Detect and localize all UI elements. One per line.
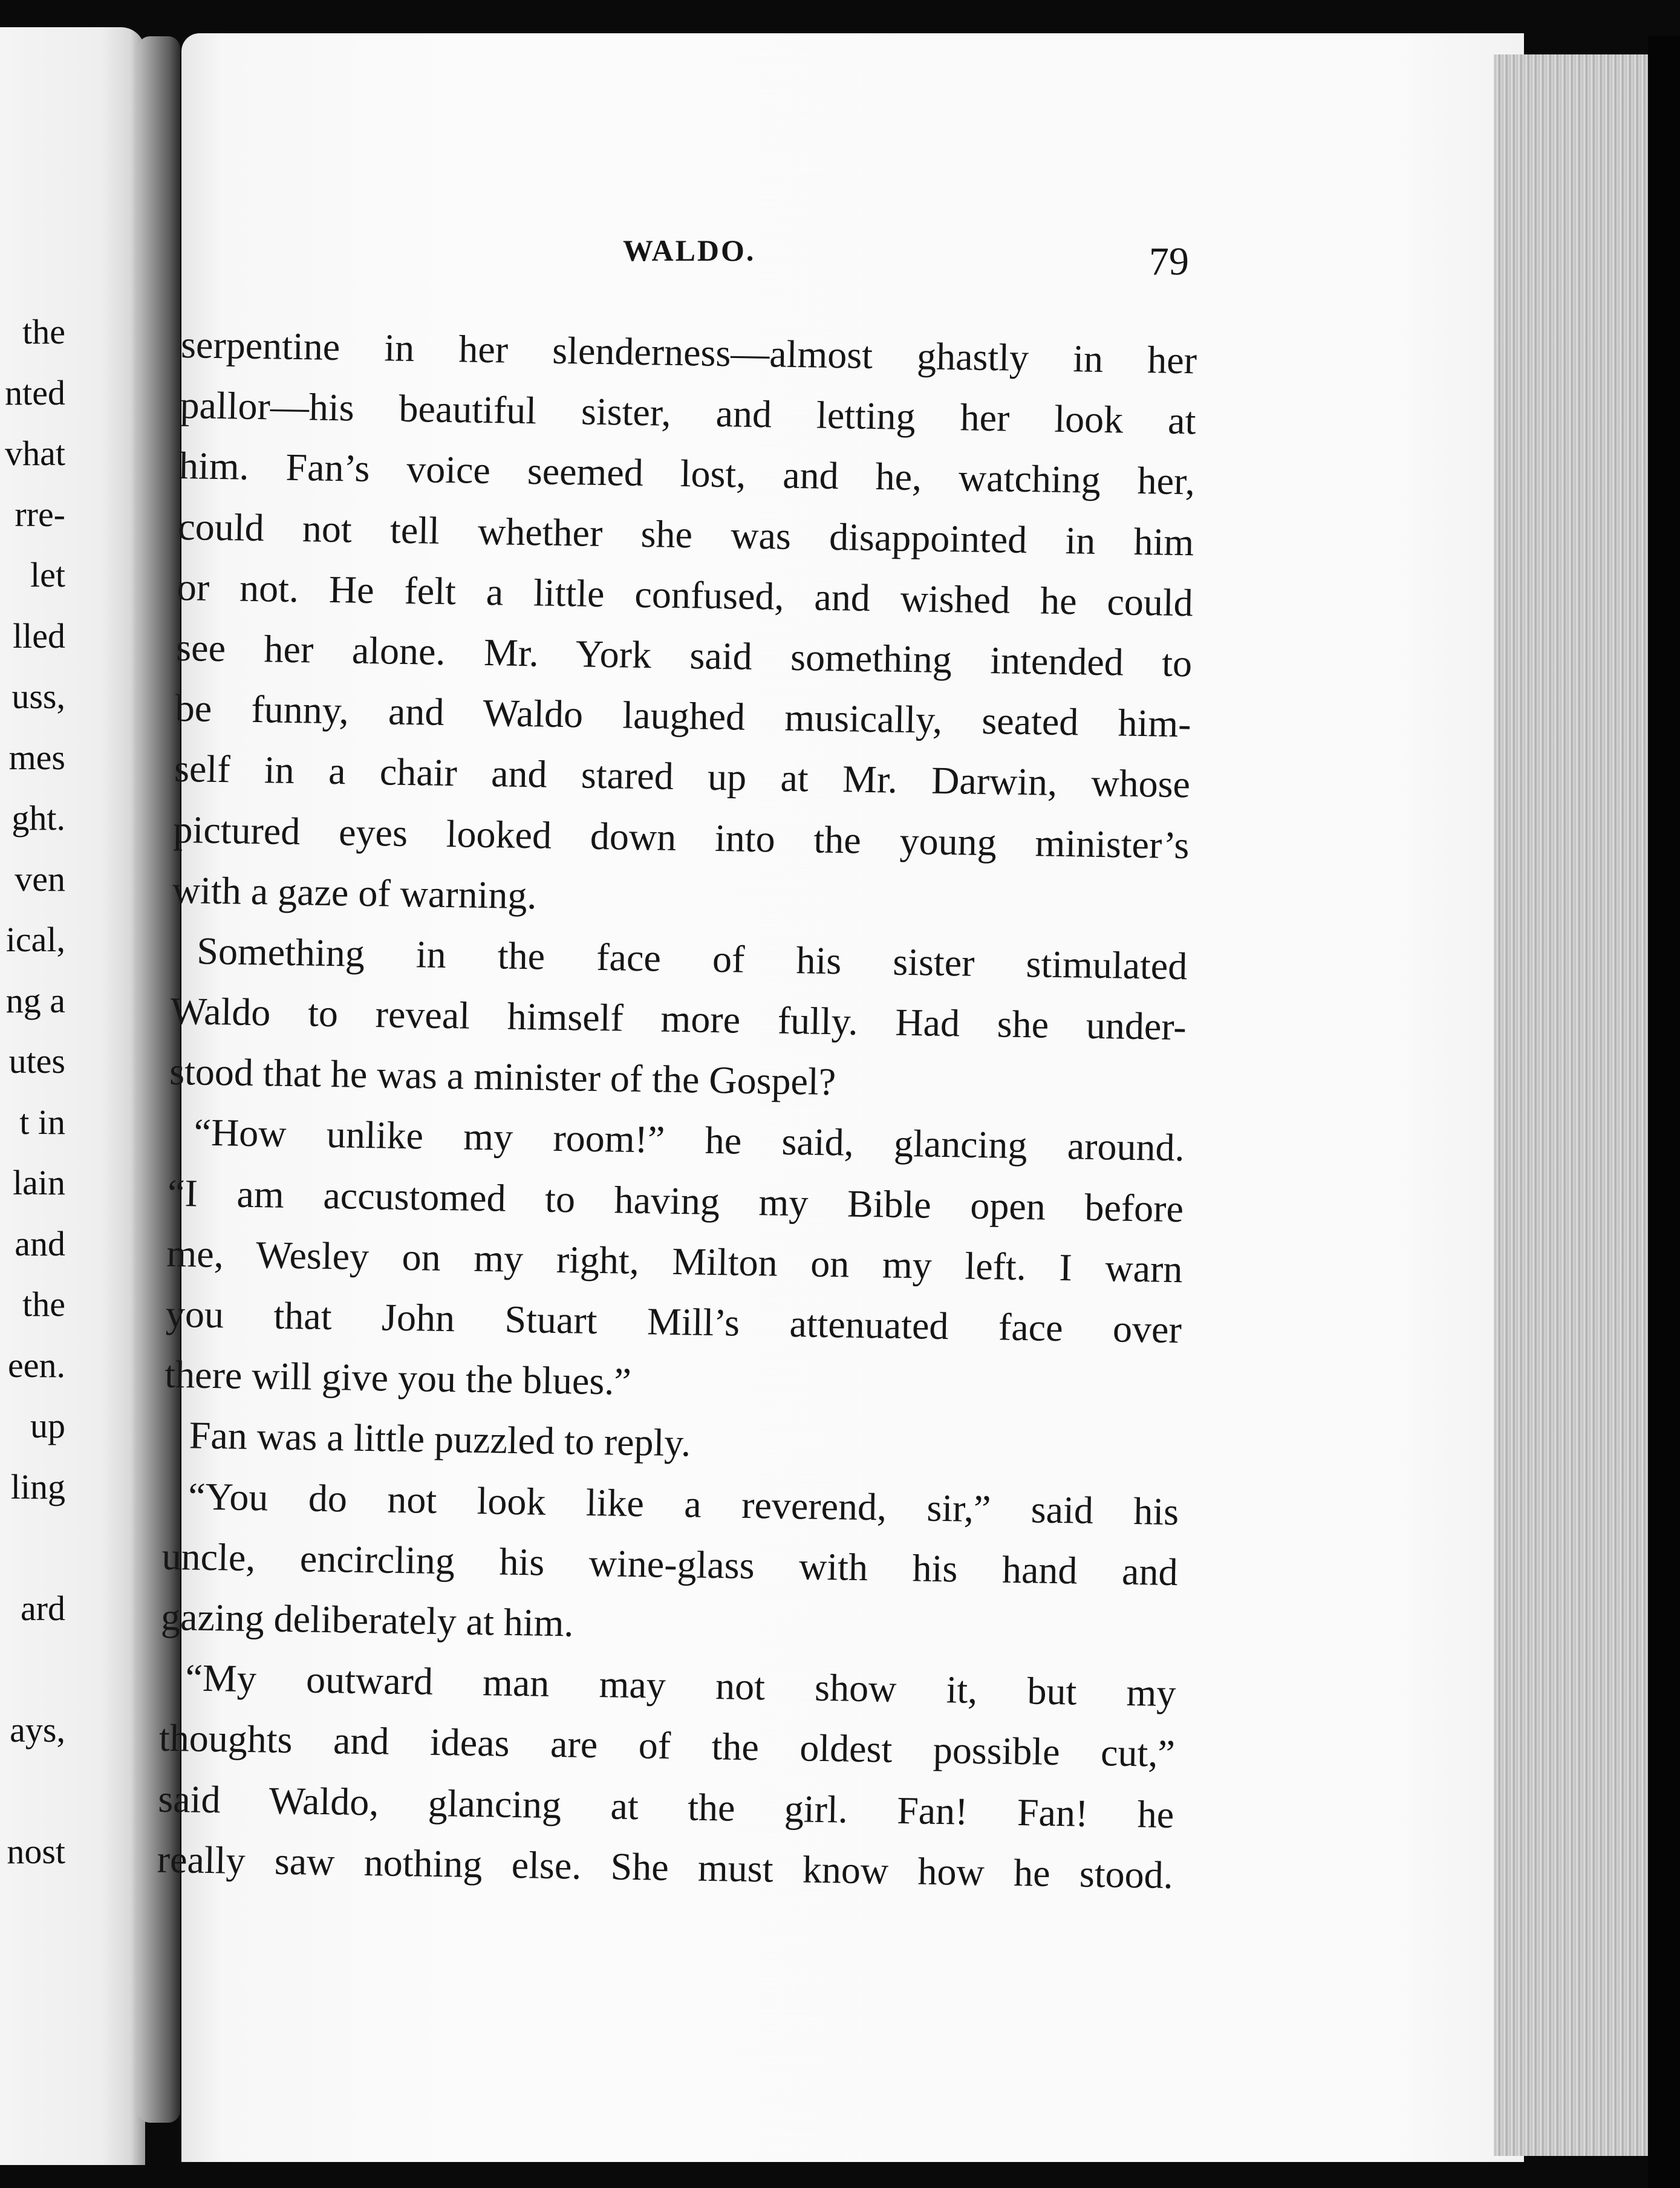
text-line: “My outward man may not show it, but my bbox=[185, 1656, 1176, 1715]
text-line: serpentine in her slenderness—almost ghastly in her bbox=[180, 322, 1197, 382]
left-page-line-fragment: and bbox=[15, 1223, 65, 1263]
text-line: me, Wesley on my right, Milton on my left. I warn bbox=[166, 1231, 1183, 1291]
left-page-line-fragment: nted bbox=[5, 373, 65, 412]
text-line: thoughts and ideas are of the oldest possible cut,” bbox=[158, 1716, 1176, 1776]
body-text bbox=[157, 314, 1197, 1906]
left-page-line-fragment: een. bbox=[8, 1345, 65, 1385]
left-page-line-fragment: ling bbox=[10, 1467, 65, 1506]
text-line: Something in the face of his sister stimulated bbox=[196, 929, 1188, 988]
left-page-line-fragment: ven bbox=[15, 859, 65, 899]
text-line: Waldo to reveal himself more fully. Had she under- bbox=[170, 989, 1187, 1049]
running-head: WALDO. bbox=[623, 233, 756, 267]
left-page-line-fragment: t in bbox=[19, 1102, 65, 1142]
text-line: him. Fan’s voice seemed lost, and he, watching her, bbox=[178, 444, 1196, 503]
left-page-line-fragment: lled bbox=[13, 616, 65, 656]
text-line: “You do not look like a reverend, sir,” said his bbox=[187, 1474, 1179, 1533]
left-page-line-fragment: lain bbox=[13, 1163, 65, 1202]
text-line: or not. He felt a little confused, and wished he could bbox=[177, 565, 1194, 625]
text-line: you that John Stuart Mill’s attenuated face over bbox=[165, 1292, 1182, 1352]
left-page-line-fragment: vhat bbox=[5, 434, 65, 473]
left-page-line-fragment: mes bbox=[8, 737, 65, 777]
left-page-line-fragment: ays, bbox=[10, 1710, 65, 1750]
left-page-line-fragment: uss, bbox=[11, 677, 65, 716]
left-page-line-fragment: ard bbox=[20, 1588, 65, 1628]
text-line: “How unlike my room!” he said, glancing around. bbox=[194, 1110, 1185, 1170]
text-line: pallor—his beautiful sister, and letting her look at bbox=[180, 383, 1196, 443]
left-page-line-fragment: utes bbox=[8, 1041, 65, 1081]
text-line: really saw nothing else. She must know how he stood. bbox=[157, 1837, 1174, 1897]
text-line: could not tell whether she was disappointed in him bbox=[177, 504, 1194, 564]
text-line: self in a chair and stared up at Mr. Darwin, whose bbox=[174, 747, 1191, 806]
left-page-line-fragment: ng a bbox=[5, 980, 65, 1020]
text-line: “I am accustomed to having my Bible open before bbox=[167, 1171, 1184, 1230]
text-line: uncle, encircling his wine-glass with his hand and bbox=[161, 1534, 1179, 1594]
scan-background-edge bbox=[1648, 36, 1680, 2188]
text-line: stood that he was a minister of the Gospel? bbox=[169, 1050, 836, 1104]
text-line: Fan was a little puzzled to reply. bbox=[189, 1413, 691, 1465]
text-line: gazing deliberately at him. bbox=[160, 1595, 575, 1645]
left-page-line-fragment: let bbox=[30, 555, 65, 594]
left-page-line-fragment: the bbox=[22, 1284, 65, 1324]
left-page-line-fragment: nost bbox=[7, 1831, 65, 1871]
text-line: there will give you the blues.” bbox=[164, 1352, 632, 1404]
left-page-line-fragment: ical, bbox=[5, 920, 65, 959]
page-block-edge bbox=[1494, 54, 1648, 2156]
left-page-line-fragment: ght. bbox=[11, 798, 65, 838]
text-line: said Waldo, glancing at the girl. Fan! Fan! he bbox=[157, 1777, 1174, 1836]
left-page-line-fragment: up bbox=[30, 1406, 65, 1445]
left-page-line-fragment: rre- bbox=[15, 494, 65, 534]
text-line: with a gaze of warning. bbox=[172, 868, 537, 917]
page-number: 79 bbox=[1149, 239, 1189, 284]
text-line: see her alone. Mr. York said something intended to bbox=[175, 625, 1193, 685]
left-page-line-fragment: the bbox=[22, 312, 65, 351]
text-line: be funny, and Waldo laughed musically, seated him- bbox=[175, 686, 1192, 746]
text-line: pictured eyes looked down into the young minister’s bbox=[173, 807, 1190, 867]
